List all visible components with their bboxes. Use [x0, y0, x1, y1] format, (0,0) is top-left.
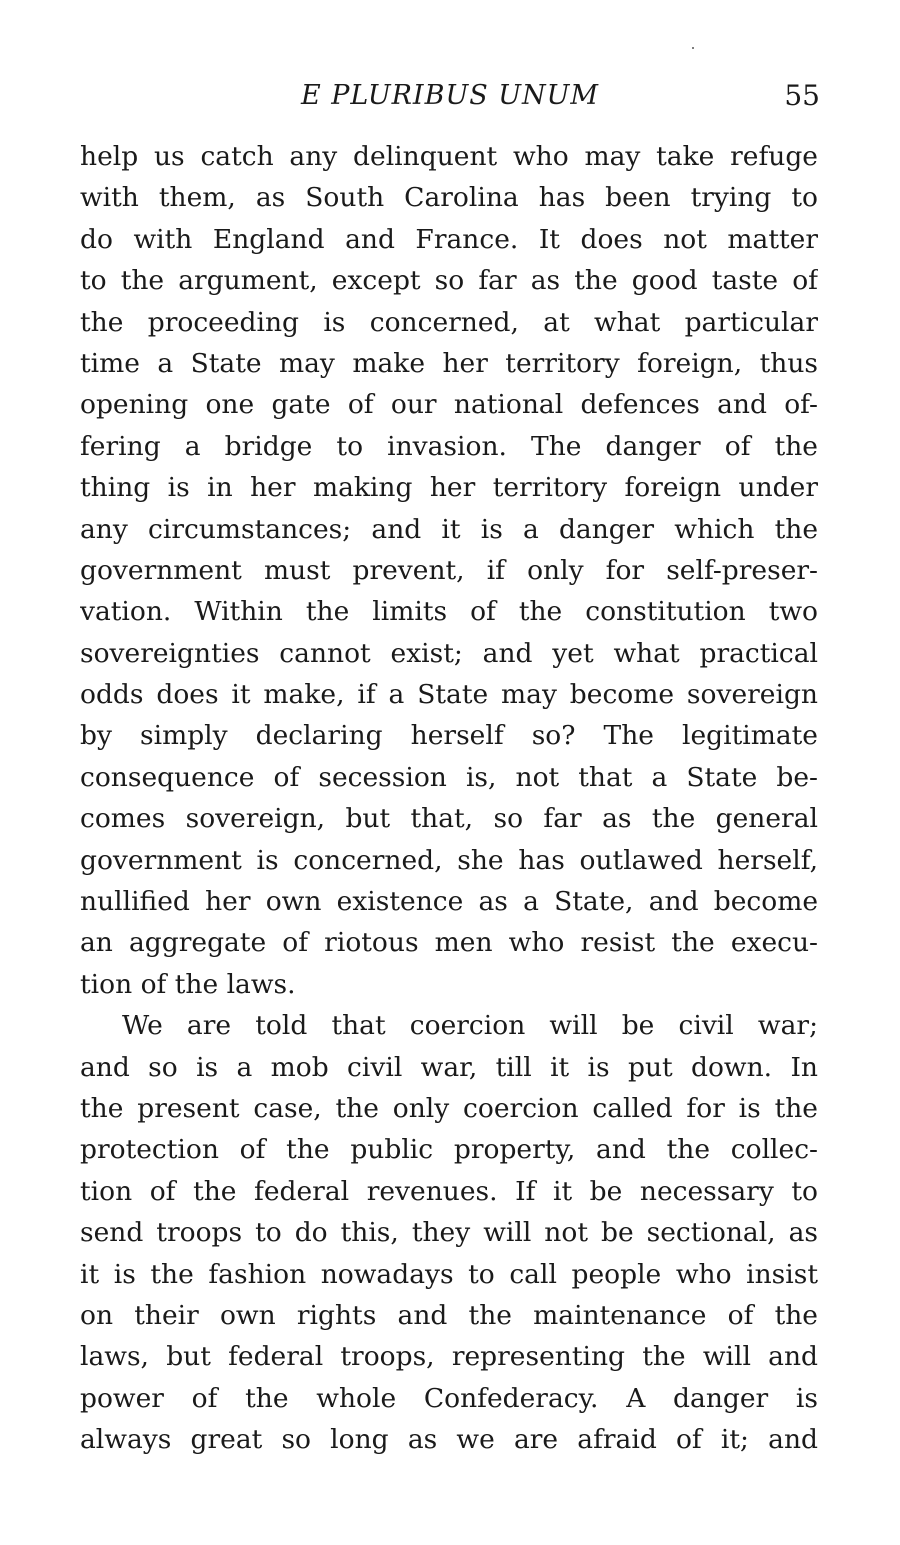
text-line: power of the whole Confederacy. A danger is	[80, 1382, 818, 1414]
text-line: vation. Within the limits of the constitution two	[80, 596, 818, 628]
text-line: fering a bridge to invasion. The danger of the	[80, 430, 818, 462]
text-line: sovereignties cannot exist; and yet what practical	[80, 637, 818, 669]
text-line: always great so long as we are afraid of it; and	[80, 1424, 818, 1456]
text-line: consequence of secession is, not that a State be-	[80, 761, 818, 793]
text-line: laws, but federal troops, representing the will and	[80, 1341, 818, 1373]
running-title: E PLURIBUS UNUM	[300, 80, 600, 111]
page-header	[80, 76, 820, 116]
text-line: by simply declaring herself so? The legitimate	[80, 720, 818, 752]
body-text	[80, 136, 818, 1461]
text-line: thing is in her making her territory foreign under	[80, 472, 818, 504]
text-line: time a State may make her territory foreign, thus	[80, 347, 818, 379]
text-line: protection of the public property, and the collec-	[80, 1134, 818, 1166]
paragraph-1	[80, 136, 818, 1005]
paragraph-2	[80, 1005, 818, 1460]
text-line: send troops to do this, they will not be sectional, as	[80, 1217, 818, 1249]
text-line: the present case, the only coercion called for is the	[80, 1092, 818, 1124]
text-line: opening one gate of our national defences and of-	[80, 389, 818, 421]
text-line: do with England and France. It does not matter	[80, 223, 818, 255]
text-line: odds does it make, if a State may become sovereign	[80, 679, 818, 711]
text-line: tion of the federal revenues. If it be necessary to	[80, 1175, 818, 1207]
text-line: it is the fashion nowadays to call people who insist	[80, 1258, 818, 1290]
text-line: with them, as South Carolina has been trying to	[80, 182, 818, 214]
text-line: the proceeding is concerned, at what particular	[80, 306, 818, 338]
text-line: comes sovereign, but that, so far as the general	[80, 803, 818, 835]
print-speck	[692, 47, 694, 49]
text-line: help us catch any delinquent who may take refuge	[80, 141, 818, 172]
text-line: government must prevent, if only for self-preser-	[80, 554, 818, 586]
text-line: an aggregate of riotous men who resist the execu-	[80, 927, 818, 959]
text-line: and so is a mob civil war, till it is put down. In	[80, 1051, 818, 1083]
text-line: nullified her own existence as a State, and become	[80, 886, 818, 918]
text-line: tion of the laws.	[80, 968, 296, 1000]
text-line: to the argument, except so far as the good taste of	[80, 265, 818, 297]
text-line: We are told that coercion will be civil war;	[122, 1010, 818, 1042]
text-line: government is concerned, she has outlawed herself,	[80, 844, 818, 876]
text-line: on their own rights and the maintenance of the	[80, 1299, 818, 1331]
text-line: any circumstances; and it is a danger which the	[80, 513, 818, 545]
page-number: 55	[784, 79, 820, 112]
